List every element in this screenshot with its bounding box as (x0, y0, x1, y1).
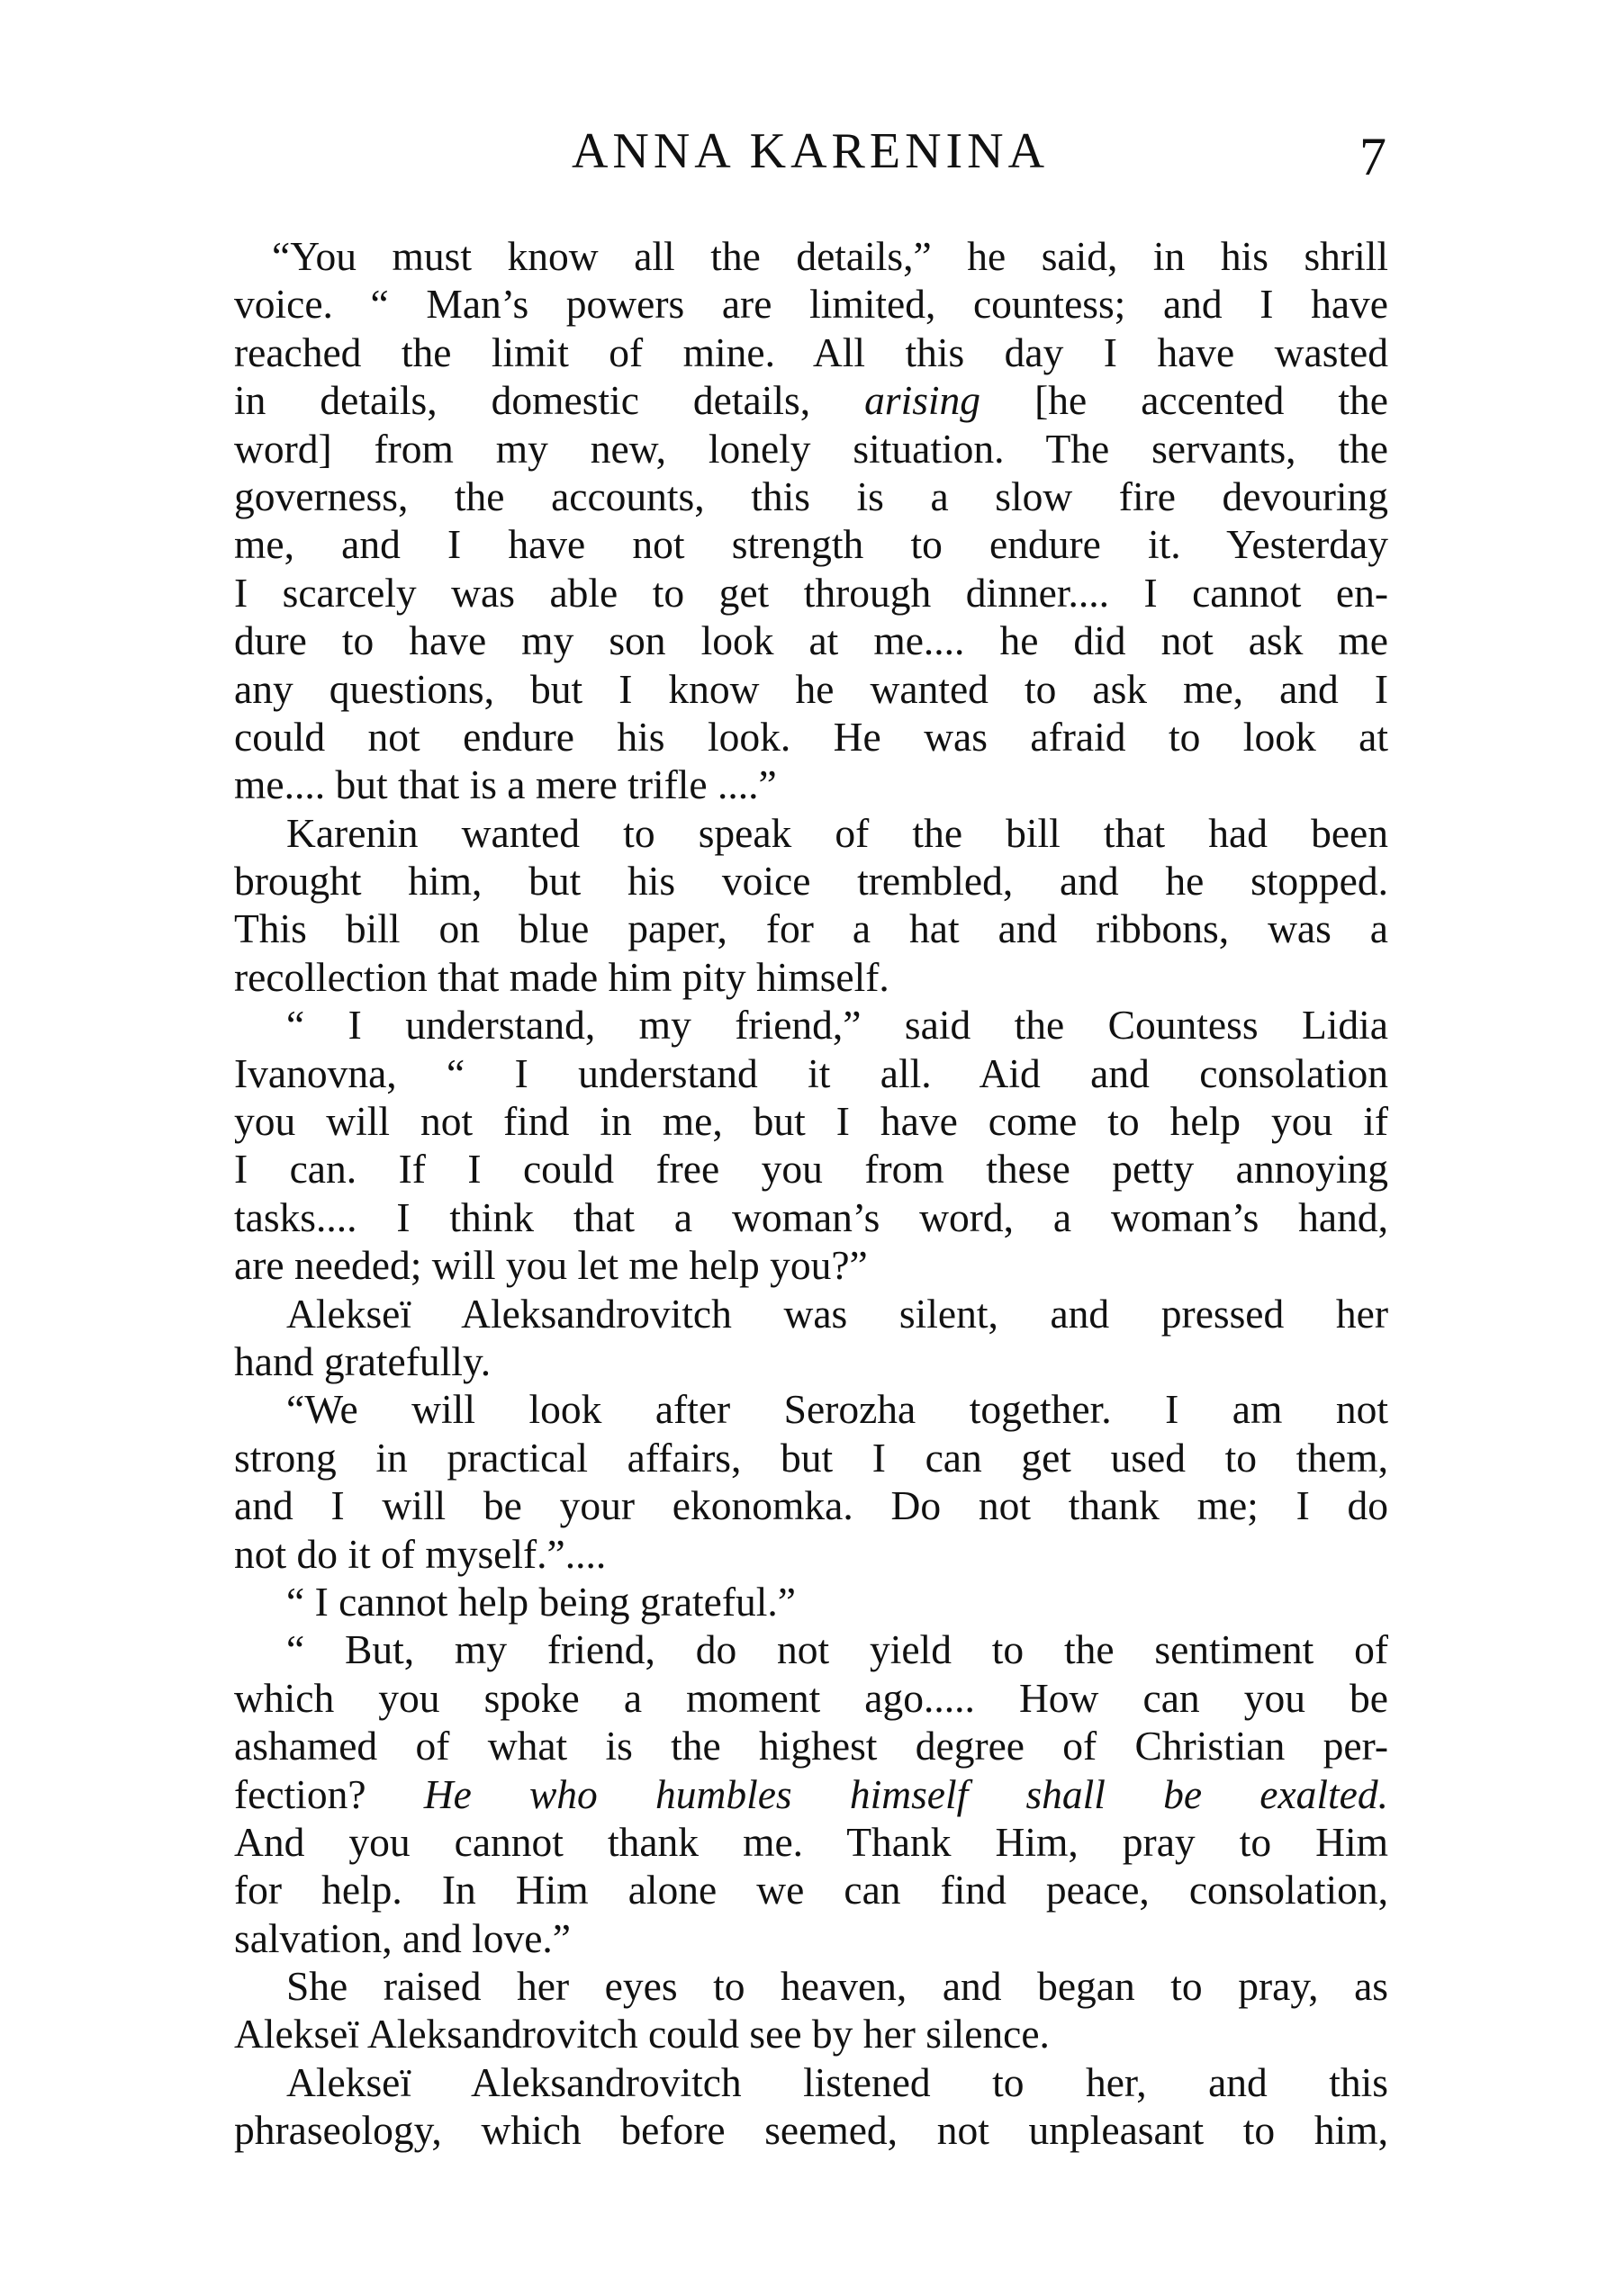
text-line (234, 1962, 1388, 2010)
text-line-content: voice. “ Man’s powers are limited, countess; and I have (234, 281, 1388, 328)
text-line (234, 1241, 1388, 1289)
text-line-content: And you cannot thank me. Thank Him, pray to Him (234, 1818, 1388, 1865)
text-line-content: and I will be your ekonomka. Do not thank me; I do (234, 1482, 1388, 1529)
text-line (234, 520, 1388, 568)
body-text (234, 232, 1388, 2155)
text-line (234, 809, 1388, 857)
text-line-content: could not endure his look. He was afraid to look at (234, 713, 1388, 760)
text-line (234, 617, 1388, 664)
text-line-content: ashamed of what is the highest degree of Christian per- (234, 1723, 1388, 1769)
text-line (234, 1625, 1388, 1673)
text-line (234, 1337, 1388, 1385)
text-line-content: dure to have my son look at me.... he did not ask me (234, 617, 1388, 664)
text-line-content: strong in practical affairs, but I can get used to them, (234, 1434, 1388, 1481)
text-line-content: me.... but that is a mere trifle ....” (234, 761, 777, 808)
text-line-content: Karenin wanted to speak of the bill that had been (286, 809, 1388, 856)
text-line-content: recollection that made him pity himself. (234, 953, 889, 1000)
text-line-content: I can. If I could free you from these petty annoying (234, 1146, 1388, 1193)
text-line-content: which you spoke a moment ago..... How can you be (234, 1674, 1388, 1721)
text-line-content: Ivanovna, “ I understand it all. Aid and consolation (234, 1049, 1388, 1096)
text-line-content: governess, the accounts, this is a slow fire devouring (234, 473, 1388, 519)
text-line-content: in details, domestic details, (234, 377, 865, 424)
text-line-content: reached the limit of mine. All this day I have wasted (234, 329, 1388, 375)
text-line (234, 1674, 1388, 1722)
text-line-content: word] from my new, lonely situation. The servants, the (234, 425, 1388, 472)
text-line (234, 2010, 1388, 2057)
text-line-content: phraseology, which before seemed, not unpleasant to him, (234, 2107, 1388, 2154)
page-number: 7 (1359, 127, 1386, 186)
text-line (234, 280, 1388, 328)
text-line (234, 953, 1388, 1001)
text-line (234, 857, 1388, 905)
text-line-content: Alekseï Aleksandrovitch listened to her, and this (286, 2058, 1388, 2105)
text-line-content: “ But, my friend, do not yield to the sentiment of (286, 1626, 1388, 1673)
text-line (234, 1530, 1388, 1578)
text-line-content: for help. In Him alone we can find peace, consolation, (234, 1867, 1388, 1913)
text-line (234, 665, 1388, 713)
text-line (234, 1434, 1388, 1481)
text-line-content: tasks.... I think that a woman’s word, a woman’s hand, (234, 1193, 1388, 1240)
text-line (234, 1914, 1388, 1962)
italic-emphasis: arising (864, 377, 981, 424)
text-line-content: salvation, and love.” (234, 1914, 571, 1961)
italic-emphasis: He who humbles himself shall be exalted. (423, 1770, 1388, 1817)
text-line (234, 569, 1388, 617)
running-header (234, 115, 1386, 187)
text-line-content: This bill on blue paper, for a hat and ribbons, was a (234, 905, 1388, 952)
text-line-content: hand gratefully. (234, 1337, 492, 1384)
text-line (234, 1578, 1388, 1625)
text-line (234, 1049, 1388, 1097)
text-line (234, 1481, 1388, 1529)
text-line (234, 1193, 1388, 1241)
text-line-content: any questions, but I know he wanted to ask me, and I (234, 665, 1388, 712)
text-line (234, 232, 1388, 280)
text-line-content: “ I understand, my friend,” said the Countess Lidia (286, 1002, 1388, 1049)
text-line-content: She raised her eyes to heaven, and began to pray, as (286, 1963, 1388, 2010)
text-line (234, 2058, 1388, 2106)
text-line (234, 713, 1388, 761)
text-line (234, 1145, 1388, 1193)
text-line (234, 1097, 1388, 1145)
text-line (234, 1385, 1388, 1433)
text-line (234, 761, 1388, 808)
text-line-content: “We will look after Serozha together. I am not (286, 1386, 1388, 1433)
text-line (234, 1001, 1388, 1049)
text-line (234, 425, 1388, 473)
text-line-content: I scarcely was able to get through dinner.... I cannot en- (234, 569, 1388, 616)
text-line-content: “You must know all the details,” he said, in his shrill (272, 233, 1388, 279)
text-line-content: you will not find in me, but I have come to help you if (234, 1098, 1388, 1145)
text-line (234, 2106, 1388, 2154)
text-line (234, 329, 1388, 376)
text-line (234, 905, 1388, 952)
text-line (234, 473, 1388, 520)
text-line-content: not do it of myself.”.... (234, 1530, 607, 1577)
text-line (234, 1722, 1388, 1769)
text-line-content: Alekseï Aleksandrovitch could see by her silence. (234, 2011, 1050, 2057)
text-line-content: are needed; will you let me help you?” (234, 1242, 868, 1289)
text-line (234, 1290, 1388, 1337)
text-line (234, 1770, 1388, 1818)
text-line-continuation: [he accented the (980, 377, 1388, 424)
text-line (234, 376, 1388, 424)
text-line-content: fection? (234, 1770, 424, 1817)
text-line (234, 1818, 1388, 1866)
text-line-content: me, and I have not strength to endure it. Yesterday (234, 521, 1388, 568)
text-line-content: Alekseï Aleksandrovitch was silent, and pressed her (286, 1290, 1388, 1337)
text-line-content: brought him, but his voice trembled, and he stopped. (234, 858, 1388, 905)
book-title: ANNA KARENINA (571, 123, 1050, 179)
text-line (234, 1866, 1388, 1913)
text-line-content: “ I cannot help being grateful.” (286, 1578, 796, 1625)
